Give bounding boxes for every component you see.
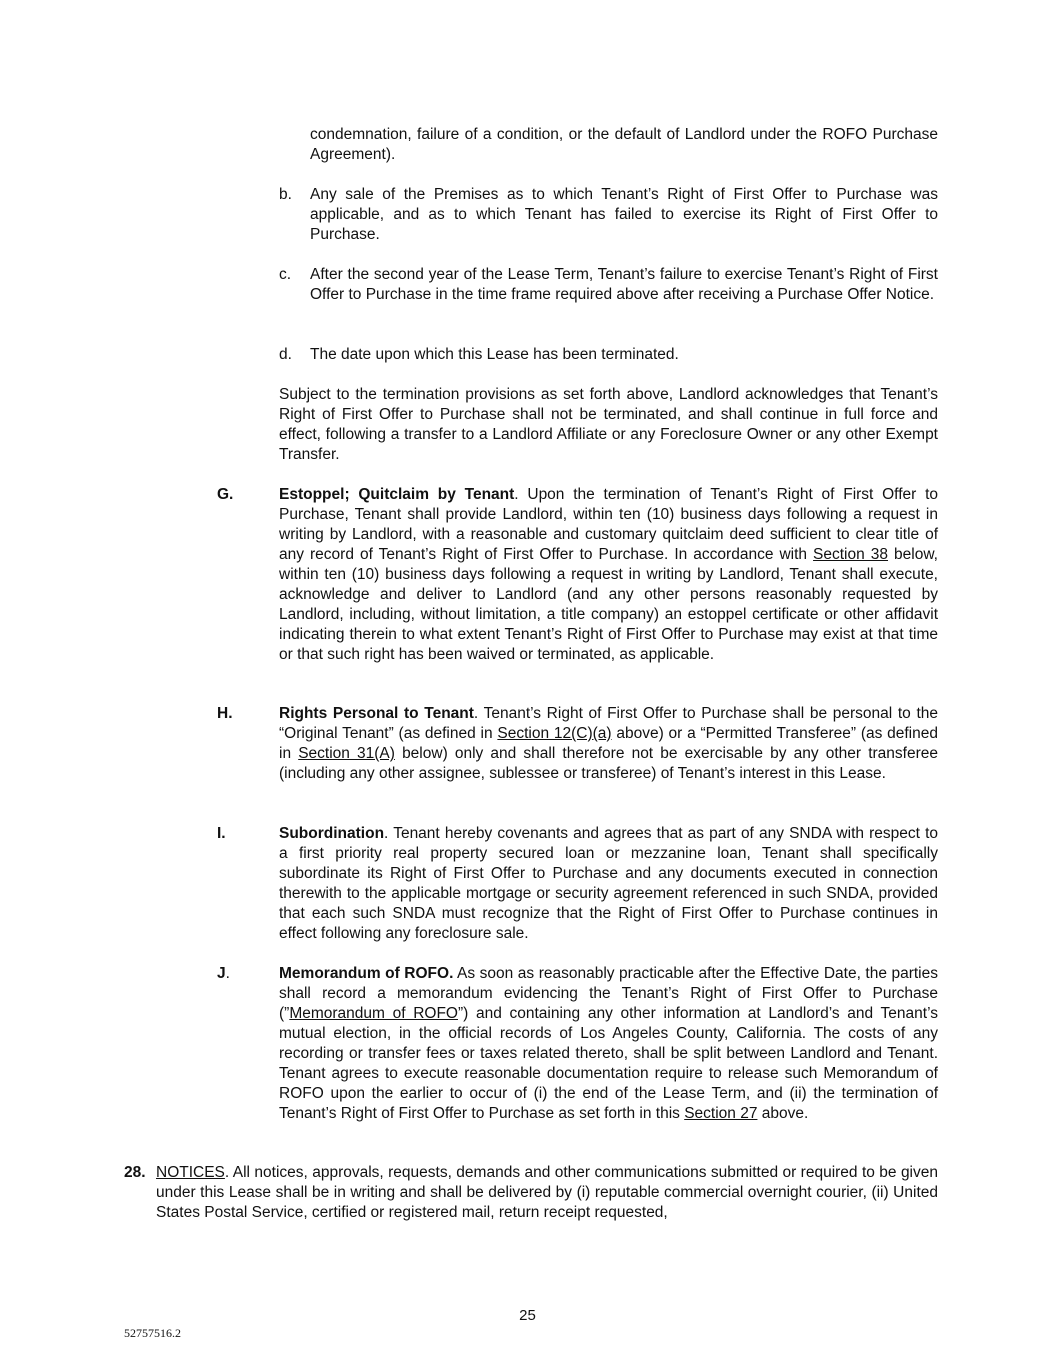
section-27-link: Section 27 [684,1105,758,1122]
section-38-link: Section 38 [813,546,889,563]
list-marker: c. [279,266,292,283]
memorandum-of-rofo-term: Memorandum of ROFO [289,1005,458,1022]
section-j-dot: . [225,965,230,982]
section-j-heading: Memorandum of ROFO. [279,965,454,982]
section-h-text: . Tenant’s Right of First Offer to Purchase shall be personal to the “Original Tenant” (as defined in [279,705,938,742]
page-number: 25 [519,1307,536,1324]
section-j-label [217,964,230,984]
section-j-paragraph [279,964,938,1124]
section-12ca-link: Section 12(C)(a) [497,725,612,742]
section-31a-link: Section 31(A) [298,745,395,762]
section-h-text: below) only and shall therefore not be exercisable by any other transferee (including any other assignee, sublessee or transferee) of Tenant’s interest in this Lease. [279,745,938,782]
section-g-heading: Estoppel; Quitclaim by Tenant [279,486,515,503]
document-id: 52757516.2 [124,1326,181,1340]
section-i-paragraph [279,824,938,944]
section-h-label: H. [217,705,233,722]
section-j-text: ”) and containing any other information at Landlord’s and Tenant’s mutual election, in the official records of Los Angeles County, California. The costs of any recording or transfer fees or taxes related thereto, shall be split between Landlord and Tenant. Tenant agrees to execute reasonable documentation require to release such Memorandum of ROFO upon the earlier to occur of (i) the end of the Lease Term, and (ii) the termination of Tenant’s Right of First Offer to Purchase as set forth in this [279,1005,938,1122]
section-g-text: . Upon the termination of Tenant’s Right of First Offer to Purchase, Tenant shall provide Landlord, within ten (10) business days following a request in writing by Landlord, with a reasonable and customary quitclaim deed sufficient to clear title of any record of Tenant’s Right of First Offer to Purchase. In accordance with [279,486,938,563]
section-g-text: below, within ten (10) business days following a request in writing by Landlord, Tenant shall execute, acknowledge and deliver to Landlord (and any other persons reasonably requested by Landlord, including, without limitation, a title company) an estoppel certificate or other affidavit indicating therein to what extent Tenant’s Right of First Offer to Purchase may exist at that time or that such right has been waived or terminated, as applicable. [279,546,938,663]
list-marker: d. [279,346,292,363]
section-g-label: G. [217,486,234,503]
section-h-heading: Rights Personal to Tenant [279,705,474,722]
section-i-heading: Subordination [279,825,385,842]
section-g-paragraph [279,485,938,665]
section-h-text: above) or a “Permitted Transferee” (as defined in [279,725,938,762]
section-i-label: I. [217,825,226,842]
section-28-heading: NOTICES [156,1164,225,1181]
list-item: The date upon which this Lease has been terminated. [310,346,679,363]
list-item: After the second year of the Lease Term, Tenant’s failure to exercise Tenant’s Right of First Offer to Purchase in the time frame required above after receiving a Purchase Offer Notice. [310,266,938,303]
section-28-text: . All notices, approvals, requests, demands and other communications submitted or required to be given under this Lease shall be in writing and shall be delivered by (i) reputable commercial overnight courier, (ii) United States Postal Service, certified or registered mail, return receipt requested, [156,1164,938,1221]
list-item: Any sale of the Premises as to which Tenant’s Right of First Offer to Purchase was applicable, and as to which Tenant has failed to exercise its Right of First Offer to Purchase. [310,186,938,243]
section-28-number: 28. [124,1164,146,1181]
section-28-paragraph [156,1163,938,1223]
list-marker: b. [279,186,292,203]
section-j-text: above. [757,1105,809,1122]
subject-paragraph: Subject to the termination provisions as set forth above, Landlord acknowledges that Tenant’s Right of First Offer to Purchase shall not be terminated, and shall continue in full force and effect, following a transfer to a Landlord Affiliate or any Foreclosure Owner or any other Exempt Transfer. [279,386,938,463]
section-j-text: As soon as reasonably practicable after the Effective Date, the parties shall record a memorandum evidencing the Tenant’s Right of First Offer to Purchase (” [279,965,938,1022]
section-h-paragraph [279,704,938,784]
section-j-letter: J [217,965,226,982]
continued-paragraph: condemnation, failure of a condition, or the default of Landlord under the ROFO Purchase Agreement). [310,126,938,163]
section-i-text: . Tenant hereby covenants and agrees that as part of any SNDA with respect to a first priority real property secured loan or mezzanine loan, Tenant shall specifically subordinate its Right of First Offer to Purchase and any documents executed in connection therewith to the applicable mortgage or security agreement referenced in such SNDA, provided that each such SNDA must recognize that the Right of First Offer to Purchase continues in effect following any foreclosure sale. [279,825,938,942]
